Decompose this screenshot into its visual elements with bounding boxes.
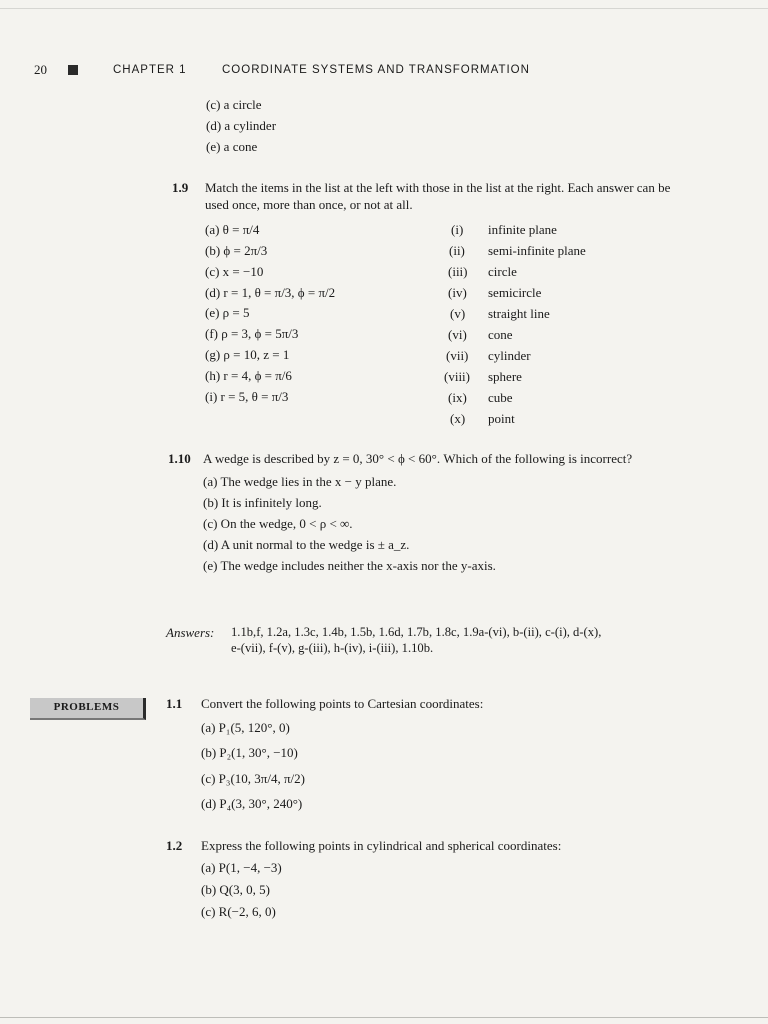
q19-text-line2: used once, more than once, or not at all. [205, 197, 413, 212]
q110-text: A wedge is described by z = 0, 30° < ϕ < 60°. Which of the following is incorrect? [203, 451, 633, 466]
p12-item: (a) P(1, −4, −3) [201, 860, 282, 875]
p12-text: Express the following points in cylindrical and spherical coordinates: [201, 838, 562, 853]
q19-right-value: straight line [488, 306, 550, 321]
q19-left-item: (g) ρ = 10, z = 1 [205, 347, 290, 362]
p11-item: (d) P₄(3, 30°, 240°) [201, 796, 303, 811]
q19-right-key: (vi) [448, 327, 467, 342]
q19-right-key: (vii) [446, 348, 469, 363]
q110-option: (c) On the wedge, 0 < ρ < ∞. [203, 516, 353, 531]
q18-option-c: (c) a circle [206, 97, 262, 112]
q19-right-key: (ii) [449, 243, 465, 258]
problems-label: PROBLEMS [53, 701, 120, 713]
q19-right-value: point [488, 411, 515, 426]
q19-number: 1.9 [172, 180, 189, 195]
q19-left-item: (e) ρ = 5 [205, 305, 250, 320]
p12-number: 1.2 [166, 838, 183, 853]
q110-option: (e) The wedge includes neither the x-axis nor the y-axis. [203, 558, 496, 573]
q19-right-value: infinite plane [488, 222, 557, 237]
answers-line2: e-(vii), f-(v), g-(iii), h-(iv), i-(iii), 1.10b. [231, 641, 434, 655]
q19-right-key: (iii) [448, 264, 468, 279]
problems-section-tab [30, 698, 146, 720]
header-square-icon [68, 65, 78, 75]
answers-label: Answers: [166, 625, 215, 640]
q19-left-item: (d) r = 1, θ = π/3, ϕ = π/2 [205, 285, 336, 300]
q19-right-value: cylinder [488, 348, 531, 363]
q19-right-value: semi-infinite plane [488, 243, 586, 258]
q19-right-value: cone [488, 327, 513, 342]
q19-right-value: sphere [488, 369, 522, 384]
q110-option: (a) The wedge lies in the x − y plane. [203, 474, 397, 489]
q19-right-value: circle [488, 264, 517, 279]
p12-item: (b) Q(3, 0, 5) [201, 882, 270, 897]
q110-option: (b) It is infinitely long. [203, 495, 322, 510]
q19-right-key: (iv) [448, 285, 467, 300]
q19-right-key: (v) [450, 306, 466, 321]
p11-number: 1.1 [166, 696, 183, 711]
chapter-label: CHAPTER 1 [113, 64, 187, 76]
answers-line1: 1.1b,f, 1.2a, 1.3c, 1.4b, 1.5b, 1.6d, 1.7b, 1.8c, 1.9a-(vi), b-(ii), c-(i), d-(x), [231, 625, 602, 639]
p11-item: (c) P₃(10, 3π/4, π/2) [201, 771, 305, 786]
q19-left-item: (i) r = 5, θ = π/3 [205, 389, 289, 404]
q19-right-key: (x) [450, 411, 466, 426]
q19-left-item: (a) θ = π/4 [205, 222, 260, 237]
page-top-edge [0, 8, 768, 9]
p11-item: (b) P₂(1, 30°, −10) [201, 745, 298, 760]
chapter-title: COORDINATE SYSTEMS AND TRANSFORMATION [222, 64, 530, 76]
q19-right-key: (i) [451, 222, 464, 237]
q19-left-item: (b) ϕ = 2π/3 [205, 243, 268, 258]
q19-text-line1: Match the items in the list at the left with those in the list at the right. Each answer can be [205, 180, 671, 195]
q19-right-key: (ix) [448, 390, 467, 405]
p12-item: (c) R(−2, 6, 0) [201, 904, 276, 919]
p11-item: (a) P₁(5, 120°, 0) [201, 720, 290, 735]
q19-right-value: cube [488, 390, 513, 405]
p11-text: Convert the following points to Cartesian coordinates: [201, 696, 484, 711]
q18-option-d: (d) a cylinder [206, 118, 277, 133]
q18-option-e: (e) a cone [206, 139, 258, 154]
page-number: 20 [34, 62, 47, 77]
q110-option: (d) A unit normal to the wedge is ± a_z. [203, 537, 410, 552]
q19-left-item: (c) x = −10 [205, 264, 264, 279]
q19-right-key: (viii) [444, 369, 470, 384]
q19-left-item: (h) r = 4, ϕ = π/6 [205, 368, 292, 383]
q110-number: 1.10 [168, 451, 191, 466]
q19-right-value: semicircle [488, 285, 542, 300]
q19-left-item: (f) ρ = 3, ϕ = 5π/3 [205, 326, 299, 341]
page-bottom-edge [0, 1017, 768, 1018]
